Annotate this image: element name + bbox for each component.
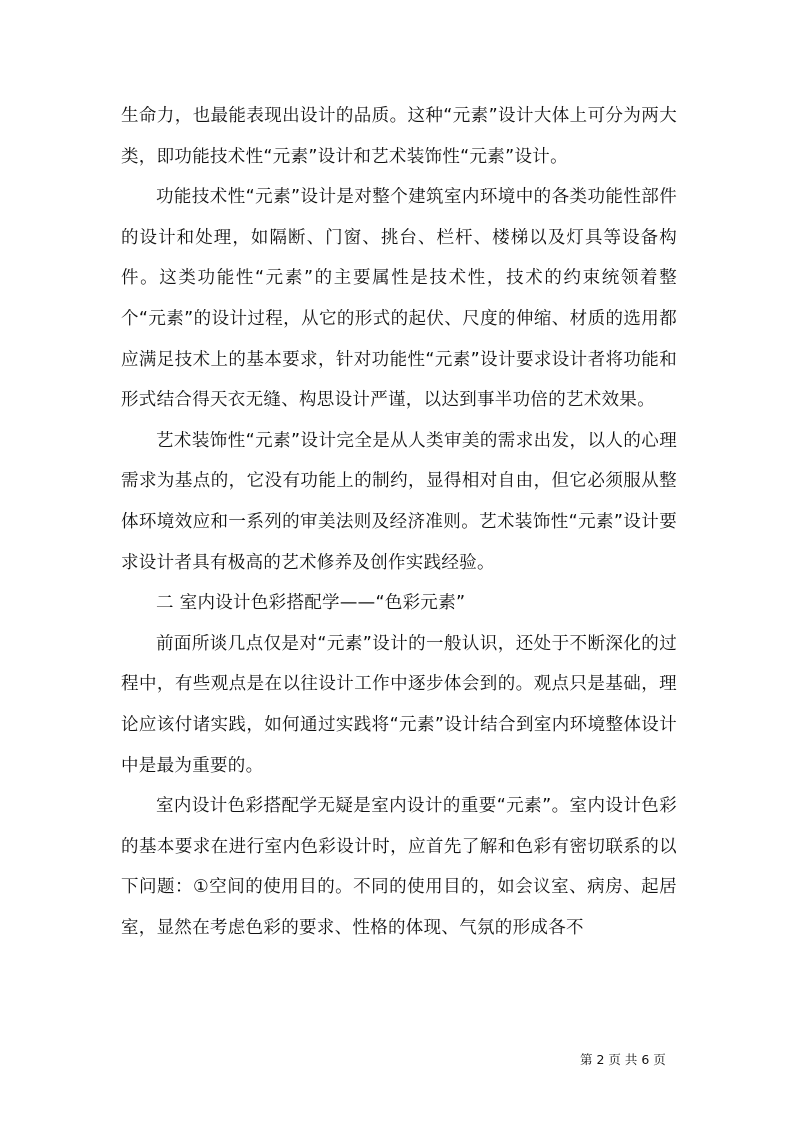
section-heading: 二 室内设计色彩搭配学——“色彩元素” [156, 593, 466, 614]
body-text [121, 96, 677, 948]
paragraph-functional-elements: 功能技术性“元素”设计是对整个建筑室内环境中的各类功能性部件的设计和处理，如隔断、门窗、挑台、栏杆、楼梯以及灯具等设备构件。这类功能性“元素”的主要属性是技术性，技术的约束统领着整个“元素”的设计过程，从它的形式的起伏、尺度的伸缩、材质的选用都应满足技术上的基本要求，针对功能性“元素”设计要求设计者将功能和形式结合得天衣无缝、构思设计严谨，以达到事半功倍的艺术效果。 [121, 187, 677, 411]
paragraph-continuation: 生命力，也最能表现出设计的品质。这种“元素”设计大体上可分为两大类，即功能技术性“元素”设计和艺术装饰性“元素”设计。 [121, 106, 677, 167]
paragraph-decorative-elements: 艺术装饰性“元素”设计完全是从人类审美的需求出发，以人的心理需求为基点的，它没有功能上的制约，显得相对自由，但它必须服从整体环境效应和一系列的审美法则及经济准则。艺术装饰性“元素”设计要求设计者具有极高的艺术修养及创作实践经验。 [121, 430, 677, 573]
page-number: 第 2 页 共 6 页 [580, 1052, 666, 1067]
paragraph-color-design: 室内设计色彩搭配学无疑是室内设计的重要“元素”。室内设计色彩的基本要求在进行室内色彩设计时，应首先了解和色彩有密切联系的以下问题：①空间的使用目的。不同的使用目的，如会议室、病房、起居室，显然在考虑色彩的要求、性格的体现、气氛的形成各不 [121, 796, 677, 938]
paragraph-element-design-practice: 前面所谈几点仅是对“元素”设计的一般认识，还处于不断深化的过程中，有些观点是在以往设计工作中逐步体会到的。观点只是基础，理论应该付诸实践，如何通过实践将“元素”设计结合到室内环境整体设计中是最为重要的。 [121, 633, 677, 776]
